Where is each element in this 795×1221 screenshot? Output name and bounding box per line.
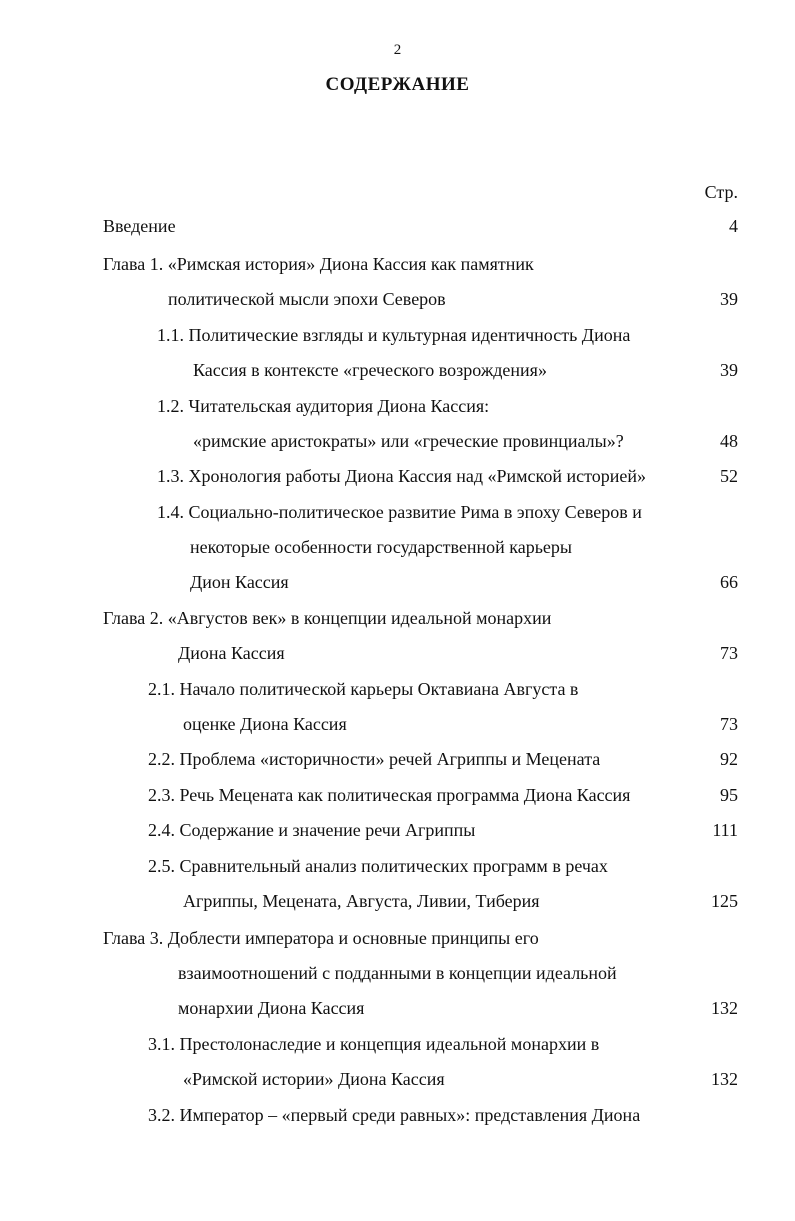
toc-page-number: 4 <box>729 216 738 236</box>
page-column-label: Стр. <box>704 182 738 202</box>
toc-entry-line: Глава 2. «Августов век» в концепции идеальной монархии <box>103 608 552 628</box>
toc-page-number: 39 <box>720 360 738 380</box>
toc-entry-line: Глава 1. «Римская история» Диона Кассия как памятник <box>103 254 534 274</box>
toc-page-number: 132 <box>711 998 738 1018</box>
toc-entry-line: 2.2. Проблема «историчности» речей Агриппы и Мецената <box>148 749 601 769</box>
toc-entry-line: оценке Диона Кассия <box>183 714 347 734</box>
toc-page-number: 92 <box>720 749 738 769</box>
toc-entry-line: монархии Диона Кассия <box>178 998 365 1018</box>
toc-entry-line: 2.4. Содержание и значение речи Агриппы <box>148 820 476 840</box>
toc-entry-line: 1.3. Хронология работы Диона Кассия над «Римской историей» <box>157 466 646 486</box>
toc-page-number: 125 <box>711 891 738 911</box>
toc-entry-line: 2.5. Сравнительный анализ политических программ в речах <box>148 856 608 876</box>
toc-page-number: 48 <box>720 431 738 451</box>
page-number: 2 <box>393 42 402 58</box>
toc-entry-line: Кассия в контексте «греческого возрождения» <box>193 360 547 380</box>
toc-entry-line: 3.1. Престолонаследие и концепция идеальной монархии в <box>148 1034 600 1054</box>
toc-page-number: 73 <box>720 643 738 663</box>
toc-entry-line: политической мысли эпохи Северов <box>168 289 446 309</box>
page-title: СОДЕРЖАНИЕ <box>325 74 470 95</box>
toc-entry-line: 3.2. Император – «первый среди равных»: представления Диона <box>148 1105 641 1125</box>
toc-entry-line: Глава 3. Доблести императора и основные принципы его <box>103 928 539 948</box>
toc-entry-line: 2.3. Речь Мецената как политическая программа Диона Кассия <box>148 785 631 805</box>
toc-page-number: 39 <box>720 289 738 309</box>
toc-page-number: 66 <box>720 572 738 592</box>
toc-page-number: 52 <box>720 466 738 486</box>
toc-page-number: 73 <box>720 714 738 734</box>
toc-page-number: 132 <box>711 1069 738 1089</box>
toc-entry-line: 1.1. Политические взгляды и культурная идентичность Диона <box>157 325 631 345</box>
toc-entry-line: 1.4. Социально-политическое развитие Рима в эпоху Северов и <box>157 502 642 522</box>
toc-page-number: 95 <box>720 785 738 805</box>
toc-entry-line: взаимоотношений с подданными в концепции идеальной <box>178 963 617 983</box>
toc-entry-line: Введение <box>103 216 176 236</box>
toc-entry-line: 2.1. Начало политической карьеры Октавиана Августа в <box>148 679 579 699</box>
toc-page-number: 111 <box>712 820 738 840</box>
toc-entry-line: «Римской истории» Диона Кассия <box>183 1069 445 1089</box>
toc-entry-line: Диона Кассия <box>178 643 285 663</box>
toc-entry-line: Агриппы, Мецената, Августа, Ливии, Тиберия <box>183 891 540 911</box>
toc-entry-line: Дион Кассия <box>190 572 289 592</box>
toc-entry-line: «римские аристократы» или «греческие провинциалы»? <box>193 431 624 451</box>
toc-entry-line: 1.2. Читательская аудитория Диона Кассия: <box>157 396 490 416</box>
toc-entry-line: некоторые особенности государственной карьеры <box>190 537 573 557</box>
